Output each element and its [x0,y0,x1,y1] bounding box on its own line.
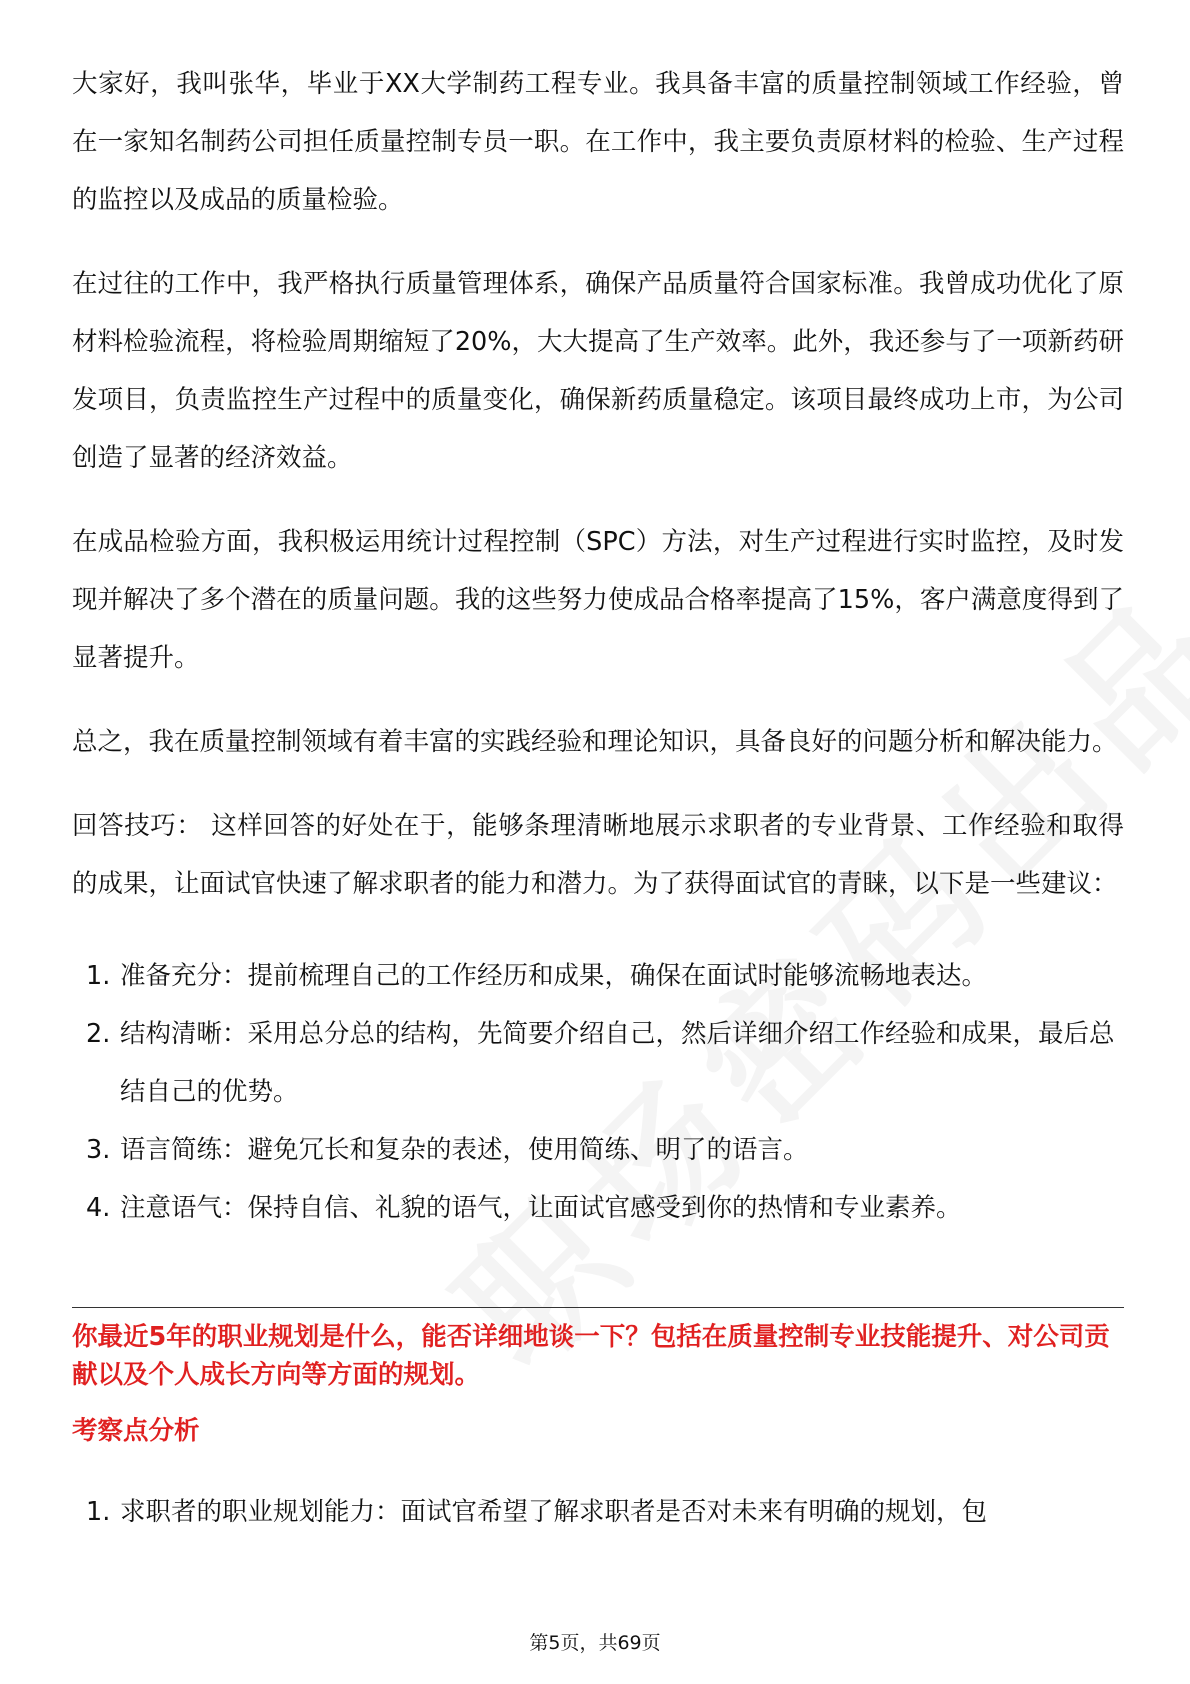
list-item-text: 语言简练：避免冗长和复杂的表述，使用简练、明了的语言。 [120,1135,809,1165]
list-item-text: 准备充分：提前梳理自己的工作经历和成果，确保在面试时能够流畅地表达。 [120,961,988,991]
list-number: 1. [86,1497,111,1527]
list-number: 2. [86,1019,111,1049]
paragraph-inspection: 在成品检验方面，我积极运用统计过程控制（SPC）方法，对生产过程进行实时监控，及时发现并解决了多个潜在的质量问题。我的这些努力使成品合格率提高了15%，客户满意度得到了显著提升。 [72,527,1124,673]
list-item [72,947,1124,1005]
tips-list [72,947,1124,1237]
paragraph-tips-intro: 回答技巧： 这样回答的好处在于，能够条理清晰地展示求职者的专业背景、工作经验和取得的成果，让面试官快速了解求职者的能力和潜力。为了获得面试官的青睐，以下是一些建议： [72,811,1124,899]
interview-question: 你最近5年的职业规划是什么，能否详细地谈一下？包括在质量控制专业技能提升、对公司贡献以及个人成长方向等方面的规划。 [72,1322,1110,1390]
list-number: 3. [86,1135,111,1165]
section-divider [72,1307,1124,1308]
list-item-text: 注意语气：保持自信、礼貌的语气，让面试官感受到你的热情和专业素养。 [120,1193,962,1223]
page-number: 第5页，共69页 [529,1632,661,1654]
paragraph-summary: 总之，我在质量控制领域有着丰富的实践经验和理论知识，具备良好的问题分析和解决能力。 [72,727,1118,757]
list-item-text: 结构清晰：采用总分总的结构，先简要介绍自己，然后详细介绍工作经验和成果，最后总结自己的优势。 [120,1019,1115,1107]
list-item [72,1121,1124,1179]
list-item [72,1179,1124,1237]
paragraph-intro: 大家好，我叫张华，毕业于XX大学制药工程专业。我具备丰富的质量控制领域工作经验，曾在一家知名制药公司担任质量控制专员一职。在工作中，我主要负责原材料的检验、生产过程的监控以及成品的质量检验。 [72,69,1124,215]
analysis-heading: 考察点分析 [72,1416,200,1446]
list-number: 1. [86,961,111,991]
answer-content [72,55,1124,1237]
list-item-text: 求职者的职业规划能力：面试官希望了解求职者是否对未来有明确的规划，包 [120,1497,988,1527]
paragraph-experience: 在过往的工作中，我严格执行质量管理体系，确保产品质量符合国家标准。我曾成功优化了原材料检验流程，将检验周期缩短了20%，大大提高了生产效率。此外，我还参与了一项新药研发项目，负责监控生产过程中的质量变化，确保新药质量稳定。该项目最终成功上市，为公司创造了显著的经济效益。 [72,269,1124,473]
list-number: 4. [86,1193,111,1223]
list-item [72,1005,1124,1121]
list-item [72,1492,1124,1532]
